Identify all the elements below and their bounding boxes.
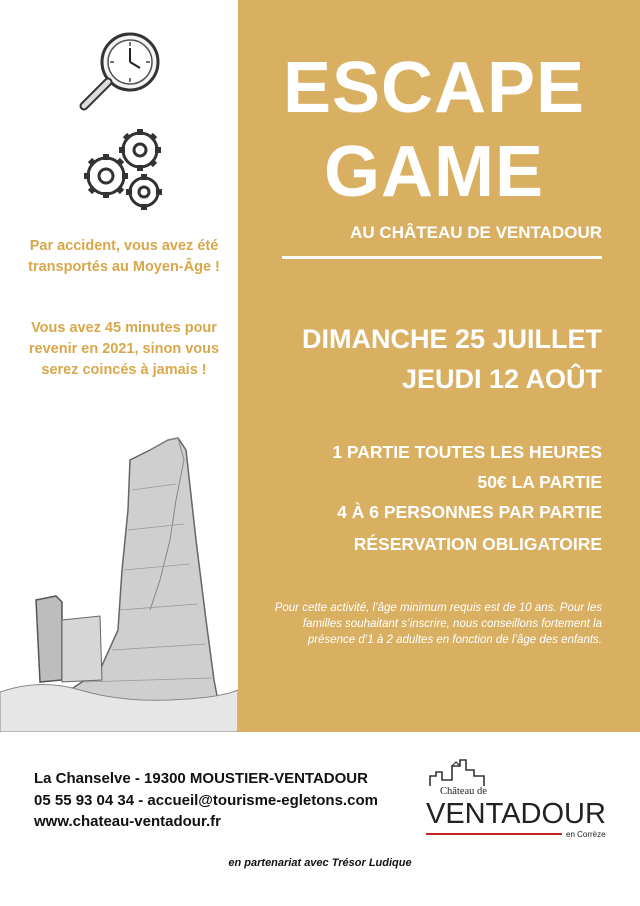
- info-reservation: RÉSERVATION OBLIGATOIRE: [353, 534, 602, 554]
- info-price: 50€ LA PARTIE: [477, 472, 602, 492]
- title-escape: ESCAPE: [282, 48, 586, 128]
- age-note: Pour cette activité, l’âge minimum requis est de 10 ans. Pour les familles souhaitant s’inscrire, nous conseillons fortement la présence d’1 à 2 adultes en fonction de l’âge des enfants.: [274, 602, 602, 646]
- logo-suffix: en Corrèze: [566, 830, 606, 839]
- intro-text-2: Vous avez 45 minutes pour revenir en 2021, sinon vous serez coincés à jamais !: [28, 320, 220, 378]
- contact-phone-email[interactable]: 05 55 93 04 34 - accueil@tourisme-egletons.com: [34, 792, 378, 809]
- date-1: DIMANCHE 25 JUILLET: [301, 324, 602, 354]
- intro-text-1: Par accident, vous avez été transportés au Moyen-Âge !: [28, 238, 220, 275]
- castle-ruin-illustration: [0, 420, 238, 732]
- date-2: JEUDI 12 AOÛT: [401, 364, 602, 394]
- info-group-size: 4 À 6 PERSONNES PAR PARTIE: [337, 502, 602, 522]
- subtitle: AU CHÂTEAU DE VENTADOUR: [350, 223, 602, 242]
- title-game: GAME: [324, 132, 544, 212]
- gears-icon: [76, 122, 176, 218]
- info-schedule: 1 PARTIE TOUTES LES HEURES: [332, 442, 602, 462]
- logo-red-rule: [426, 833, 562, 835]
- website-link[interactable]: www.chateau-ventadour.fr: [34, 813, 221, 830]
- partner-credit: en partenariat avec Trésor Ludique: [228, 857, 412, 869]
- logo-name: VENTADOUR: [426, 798, 606, 830]
- title-divider: [282, 256, 602, 259]
- address: La Chanselve - 19300 MOUSTIER-VENTADOUR: [34, 770, 368, 787]
- magnifier-clock-icon: [72, 24, 172, 120]
- logo-prefix: Château de: [440, 786, 487, 797]
